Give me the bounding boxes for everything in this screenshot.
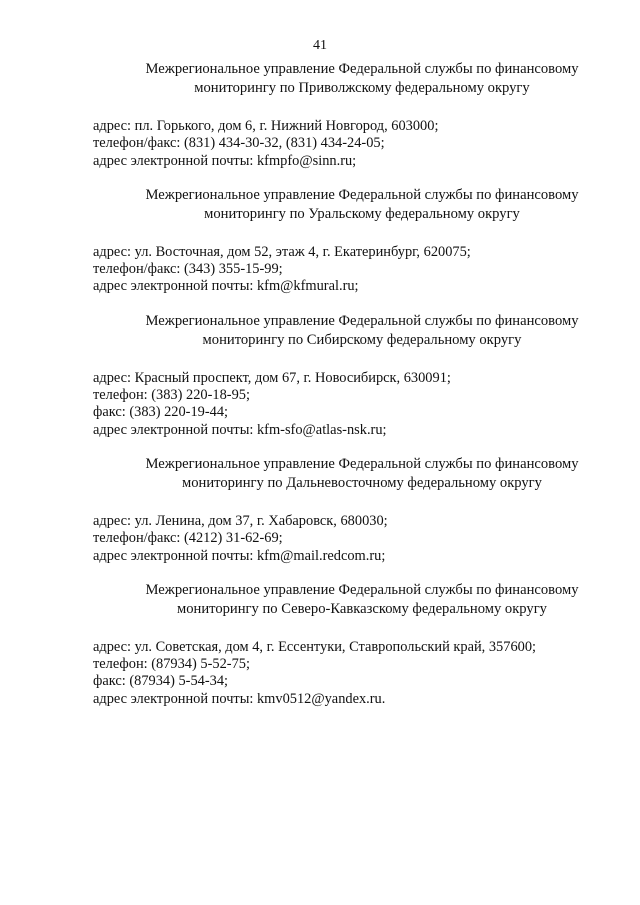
section-title-line: мониторингу по Северо-Кавказскому федеральному округу	[177, 600, 547, 617]
section-title-line: Межрегиональное управление Федеральной службы по финансовому	[145, 581, 579, 598]
section-title	[0, 186, 597, 224]
section-ural	[0, 186, 640, 296]
phone-line: телефон: (87934) 5-52-75;	[93, 656, 250, 673]
section-title-line: Межрегиональное управление Федеральной службы по финансовому	[145, 186, 579, 203]
section-title-line: мониторингу по Сибирскому федеральному округу	[202, 331, 522, 348]
address-line: адрес: ул. Ленина, дом 37, г. Хабаровск, 680030;	[93, 512, 388, 529]
section-title-line: Межрегиональное управление Федеральной службы по финансовому	[145, 61, 579, 77]
section-contacts	[0, 118, 640, 170]
section-contacts	[0, 370, 640, 439]
phone-line: телефон: (383) 220-18-95;	[93, 387, 250, 404]
address-line: адрес: ул. Восточная, дом 52, этаж 4, г. Екатеринбург, 620075;	[93, 243, 471, 260]
email-line: адрес электронной почты: kfm@mail.redcom.ru;	[93, 547, 386, 564]
phone-fax-line: телефон/факс: (831) 434-30-32, (831) 434-24-05;	[93, 135, 385, 152]
section-title-line: мониторингу по Уральскому федеральному округу	[204, 205, 520, 222]
fax-line: факс: (383) 220-19-44;	[93, 404, 229, 421]
section-title-line: Межрегиональное управление Федеральной службы по финансовому	[145, 312, 579, 329]
section-siberia	[0, 312, 640, 439]
section-volga	[0, 60, 640, 170]
address-line: адрес: пл. Горького, дом 6, г. Нижний Новгород, 603000;	[93, 118, 439, 134]
address-line: адрес: ул. Советская, дом 4, г. Ессентуки, Ставропольский край, 357600;	[93, 638, 537, 655]
section-title	[0, 312, 597, 350]
section-contacts	[0, 639, 640, 708]
fax-line: факс: (87934) 5-54-34;	[93, 673, 229, 690]
section-contacts	[0, 513, 640, 565]
section-far-east	[0, 455, 640, 565]
email-line: адрес электронной почты: kfm@kfmural.ru;	[93, 278, 359, 295]
document-body	[0, 60, 640, 708]
page-number: 41	[313, 38, 327, 53]
email-line: адрес электронной почты: kfmpfo@sinn.ru;	[93, 152, 357, 169]
phone-fax-line: телефон/факс: (343) 355-15-99;	[93, 261, 283, 278]
section-title	[0, 60, 597, 98]
section-title	[0, 581, 597, 619]
phone-fax-line: телефон/факс: (4212) 31-62-69;	[93, 530, 283, 547]
email-line: адрес электронной почты: kfm-sfo@atlas-nsk.ru;	[93, 421, 387, 438]
section-title-line: мониторингу по Дальневосточному федеральному округу	[182, 474, 542, 491]
section-title	[0, 455, 597, 493]
address-line: адрес: Красный проспект, дом 67, г. Новосибирск, 630091;	[93, 369, 451, 386]
section-contacts	[0, 244, 640, 296]
section-title-line: мониторингу по Приволжскому федеральному округу	[194, 80, 530, 96]
section-north-caucasus	[0, 581, 640, 708]
email-line: адрес электронной почты: kmv0512@yandex.ru.	[93, 690, 386, 707]
section-title-line: Межрегиональное управление Федеральной службы по финансовому	[145, 455, 579, 472]
